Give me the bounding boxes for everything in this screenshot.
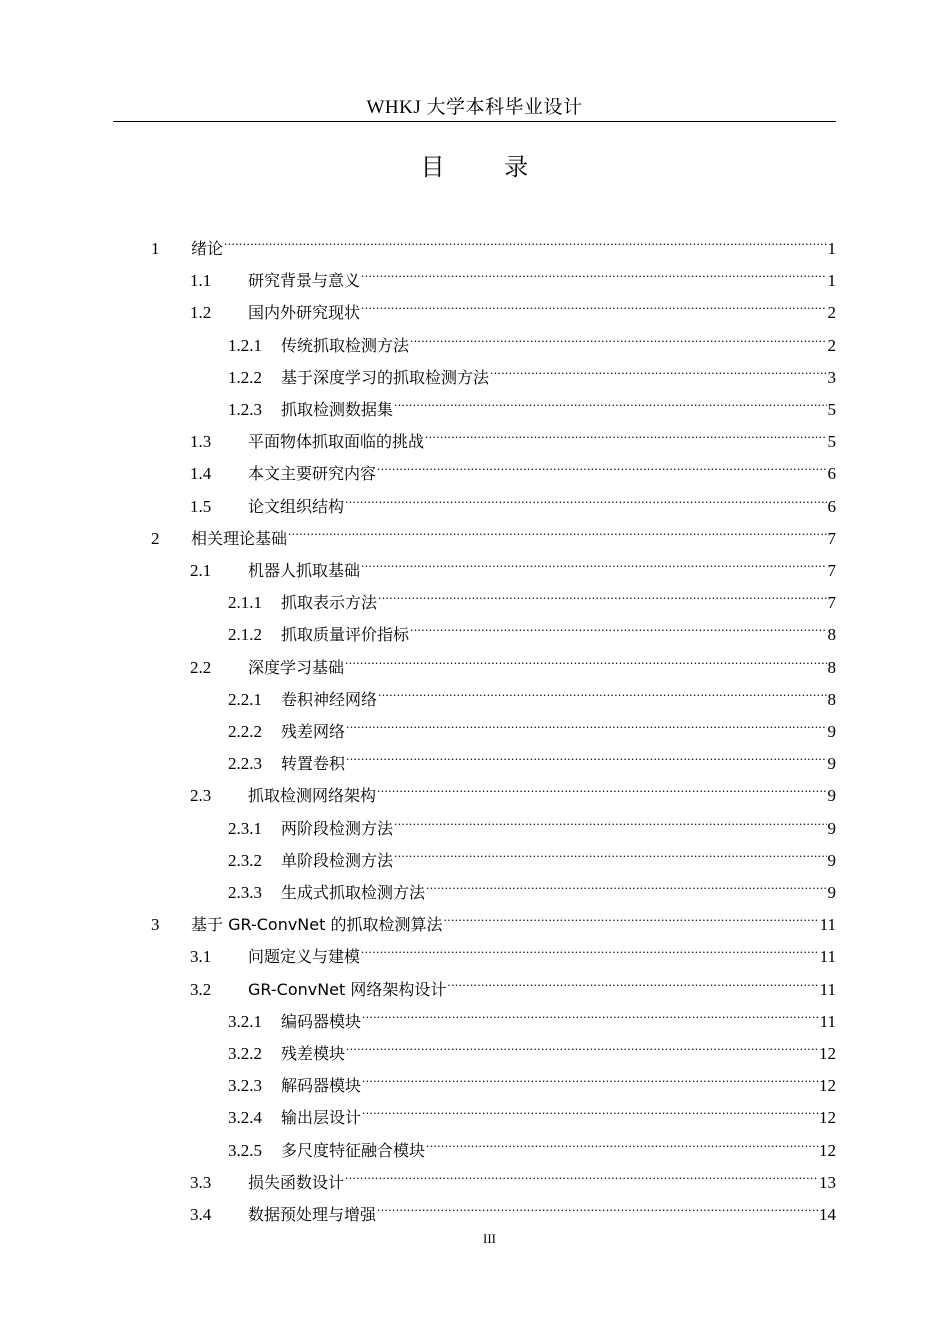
toc-entry-title: 抓取质量评价指标 — [281, 625, 410, 645]
toc-entry-title: 两阶段检测方法 — [281, 818, 394, 838]
toc-entry[interactable] — [228, 834, 836, 870]
toc-dot-leader — [425, 415, 826, 447]
toc-entry-page: 3 — [827, 367, 836, 387]
toc-entry[interactable] — [228, 1027, 836, 1063]
toc-entry[interactable] — [190, 930, 836, 967]
toc-entry-page: 11 — [819, 979, 836, 999]
toc-entry-title: 平面物体抓取面临的挑战 — [248, 432, 425, 452]
toc-entry-title: 抓取表示方法 — [281, 593, 378, 613]
toc-dot-leader — [447, 963, 818, 995]
toc-entry-page: 2 — [827, 303, 836, 323]
toc-entry-number: 2.1.1 — [228, 593, 262, 613]
toc-entry-title: 卷积神经网络 — [281, 689, 378, 709]
toc-entry[interactable] — [228, 576, 836, 613]
toc-dot-leader — [346, 737, 826, 769]
page-number: III — [483, 1231, 496, 1246]
toc-dot-leader — [345, 1156, 818, 1188]
toc-dot-leader — [426, 1124, 818, 1156]
toc-entry[interactable] — [228, 866, 836, 902]
toc-entry-number: 1.5 — [190, 496, 212, 516]
toc-entry-page: 6 — [827, 496, 836, 516]
toc-entry-page: 6 — [827, 464, 836, 484]
toc-entry-page: 8 — [827, 689, 836, 709]
toc-entry-page: 9 — [827, 818, 836, 838]
toc-dot-leader — [410, 608, 826, 640]
toc-dot-leader — [346, 1027, 818, 1059]
toc-entry-title: 抓取检测数据集 — [281, 400, 394, 419]
toc-entry-title: 基于 GR-ConvNet 的抓取检测算法 — [191, 915, 443, 935]
toc-entry[interactable] — [190, 415, 836, 452]
toc-entry-page: 1 — [827, 271, 836, 291]
toc-entry-number: 2.3.3 — [228, 883, 262, 902]
toc-entry[interactable] — [190, 641, 836, 677]
toc-entry[interactable] — [228, 319, 836, 355]
toc-entry-number: 1.3 — [190, 432, 212, 452]
toc-entry-page: 9 — [827, 754, 836, 774]
toc-entry-title: 深度学习基础 — [248, 657, 345, 677]
toc-dot-leader — [224, 222, 826, 254]
toc-entry-title: 转置卷积 — [281, 754, 346, 774]
toc-entry-number: 3.2.2 — [228, 1044, 262, 1063]
toc-entry-page: 11 — [819, 1011, 836, 1031]
toc-dot-leader — [345, 480, 826, 512]
toc-entry-page: 2 — [827, 335, 836, 355]
toc-entry-title: 多尺度特征融合模块 — [281, 1140, 426, 1160]
toc-entry-page: 8 — [827, 657, 836, 677]
toc-entry-number: 1.2.3 — [228, 400, 262, 419]
toc-entry-title: 相关理论基础 — [191, 528, 288, 548]
toc-entry[interactable] — [228, 673, 836, 709]
toc-entry-title: 研究背景与意义 — [248, 271, 361, 291]
toc-dot-leader — [361, 930, 819, 962]
toc-entry[interactable] — [228, 737, 836, 774]
toc-entry[interactable] — [190, 254, 836, 291]
toc-dot-leader — [377, 447, 826, 479]
toc-dot-leader — [361, 286, 826, 318]
toc-entry[interactable] — [190, 769, 836, 806]
toc-entry-title: 残差模块 — [281, 1044, 346, 1063]
toc-dot-leader — [362, 1091, 818, 1123]
toc-entry-page: 7 — [827, 561, 836, 580]
toc-entry-number: 1.4 — [190, 464, 212, 484]
toc-entry-number: 3.1 — [190, 947, 212, 967]
toc-entry-page: 13 — [819, 1172, 836, 1192]
toc-entry-number: 3.3 — [190, 1172, 212, 1192]
toc-entry[interactable] — [228, 802, 836, 838]
toc-entry[interactable] — [151, 222, 836, 258]
toc-entry[interactable] — [228, 1059, 836, 1096]
toc-entry-title: 本文主要研究内容 — [248, 464, 377, 484]
toc-entry-number: 1.2.1 — [228, 335, 262, 355]
toc-entry-page: 9 — [827, 883, 836, 902]
toc-entry-title: 论文组织结构 — [248, 496, 345, 516]
toc-entry-number: 2.1.2 — [228, 625, 262, 645]
toc-entry-page: 7 — [827, 593, 836, 613]
toc-dot-leader — [378, 576, 826, 608]
toc-entry-title: 生成式抓取检测方法 — [281, 883, 426, 902]
toc-entry-title: 问题定义与建模 — [248, 947, 361, 967]
toc-dot-leader — [361, 254, 826, 286]
toc-entry[interactable] — [190, 1188, 836, 1224]
toc-title: 目 录 — [420, 153, 555, 181]
toc-dot-leader — [377, 1188, 818, 1220]
toc-entry-page: 14 — [819, 1205, 836, 1224]
toc-entry-page: 11 — [819, 947, 836, 967]
toc-entry-number: 1.1 — [190, 271, 212, 291]
toc-entry-page: 12 — [819, 1076, 836, 1096]
running-header: WHKJ 大学本科毕业设计 — [366, 97, 583, 118]
toc-dot-leader — [361, 544, 826, 576]
toc-entry[interactable] — [228, 351, 836, 387]
toc-entry-number: 2.2.3 — [228, 754, 262, 774]
toc-dot-leader — [346, 705, 826, 737]
toc-entry[interactable] — [228, 383, 836, 419]
toc-entry-title: 抓取检测网络架构 — [248, 786, 377, 806]
toc-entry-title: GR-ConvNet 网络架构设计 — [248, 979, 447, 999]
toc-entry-title: 数据预处理与增强 — [248, 1205, 377, 1224]
toc-entry-title: 损失函数设计 — [248, 1172, 345, 1192]
toc-entry-page: 5 — [827, 432, 836, 452]
toc-entry[interactable] — [190, 963, 836, 999]
toc-entry-number: 3.2.1 — [228, 1011, 262, 1031]
toc-entry-title: 机器人抓取基础 — [248, 561, 361, 580]
toc-entry-number: 2 — [151, 528, 160, 548]
toc-dot-leader — [394, 383, 826, 415]
toc-entry-title: 绪论 — [191, 239, 224, 258]
toc-dot-leader — [426, 866, 826, 898]
toc-entry-title: 残差网络 — [281, 722, 346, 741]
toc-entry[interactable] — [190, 447, 836, 484]
toc-entry-number: 2.1 — [190, 561, 212, 580]
toc-dot-leader — [394, 834, 826, 866]
toc-entry-title: 基于深度学习的抓取检测方法 — [281, 367, 490, 387]
toc-entry-number: 2.3.2 — [228, 850, 262, 870]
toc-dot-leader — [362, 1059, 818, 1091]
toc-dot-leader — [410, 319, 826, 351]
toc-entry-title: 传统抓取检测方法 — [281, 335, 410, 355]
toc-dot-leader — [362, 995, 819, 1027]
toc-entry-page: 8 — [827, 625, 836, 645]
toc-entry-title: 编码器模块 — [281, 1011, 362, 1031]
toc-entry-number: 1.2.2 — [228, 367, 262, 387]
toc-dot-leader — [288, 512, 826, 544]
toc-entry-title: 解码器模块 — [281, 1076, 362, 1096]
toc-entry-page: 7 — [827, 528, 836, 548]
toc-entry[interactable] — [190, 544, 836, 580]
toc-entry-page: 9 — [827, 786, 836, 806]
toc-entry[interactable] — [228, 1124, 836, 1160]
toc-entry[interactable] — [228, 705, 836, 741]
toc-entry-number: 2.2.1 — [228, 689, 262, 709]
toc-entry[interactable] — [151, 512, 836, 548]
header-rule — [113, 121, 836, 122]
toc-entry-page: 5 — [827, 400, 836, 419]
toc-entry-page: 12 — [819, 1140, 836, 1160]
toc-entry-number: 1.2 — [190, 303, 212, 323]
toc-entry-number: 2.3 — [190, 786, 212, 806]
toc-entry-page: 9 — [827, 722, 836, 741]
toc-entry-page: 12 — [819, 1044, 836, 1063]
toc-entry[interactable] — [190, 1156, 836, 1192]
toc-dot-leader — [377, 769, 826, 801]
toc-entry-number: 3 — [151, 915, 160, 935]
toc-entry[interactable] — [228, 608, 836, 645]
toc-entry-page: 12 — [819, 1108, 836, 1128]
toc-entry-page: 9 — [827, 850, 836, 870]
toc-entry-number: 1 — [151, 239, 160, 258]
toc-entry[interactable] — [190, 286, 836, 323]
toc-entry-number: 2.2.2 — [228, 722, 262, 741]
toc-entry-title: 国内外研究现状 — [248, 303, 361, 323]
toc-dot-leader — [443, 898, 818, 930]
toc-dot-leader — [490, 351, 826, 383]
toc-dot-leader — [378, 673, 826, 705]
toc-entry-number: 3.2.3 — [228, 1076, 262, 1096]
toc-entry[interactable] — [190, 480, 836, 516]
toc-entry-number: 3.2.4 — [228, 1108, 262, 1128]
toc-dot-leader — [345, 641, 826, 673]
toc-entry-page: 1 — [827, 239, 836, 258]
toc-dot-leader — [394, 802, 826, 834]
toc-entry-number: 2.3.1 — [228, 818, 262, 838]
toc-entry-page: 11 — [819, 915, 836, 935]
toc-entry-title: 输出层设计 — [281, 1108, 362, 1128]
toc-entry-number: 3.2.5 — [228, 1140, 262, 1160]
toc-entry-number: 3.4 — [190, 1205, 212, 1224]
toc-entry[interactable] — [228, 1091, 836, 1128]
toc-entry[interactable] — [228, 995, 836, 1031]
toc-entry-number: 2.2 — [190, 657, 212, 677]
toc-entry-title: 单阶段检测方法 — [281, 850, 394, 870]
toc-entry-number: 3.2 — [190, 979, 212, 999]
toc-entry[interactable] — [151, 898, 836, 935]
